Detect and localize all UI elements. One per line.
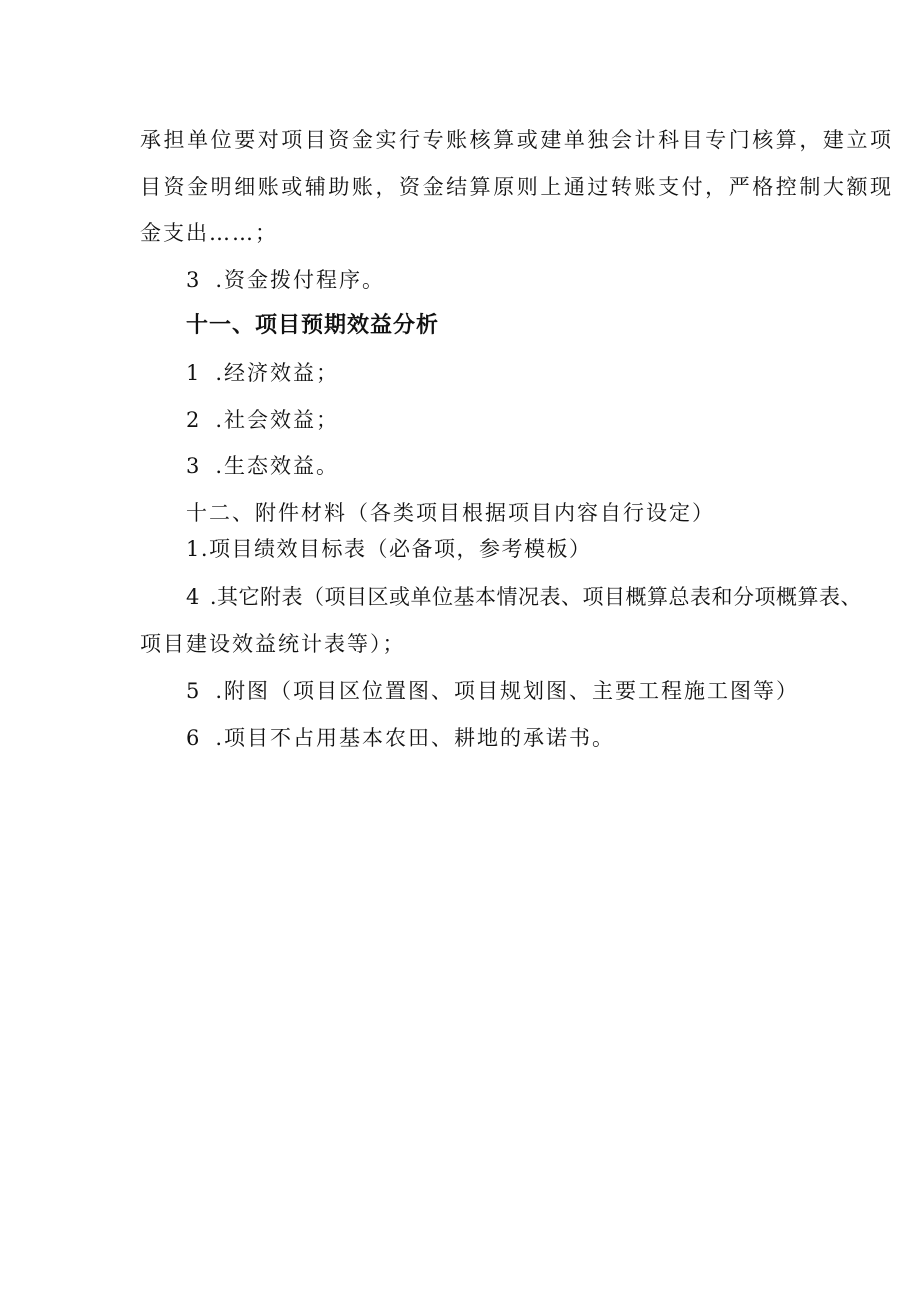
item-text: .生态效益。: [215, 454, 340, 478]
benefit-item-social: [186, 408, 339, 432]
item-number: 4: [186, 585, 200, 609]
item-text: .经济效益；: [215, 361, 340, 385]
item-text: .附图（项目区位置图、项目规划图、主要工程施工图等）: [215, 679, 800, 703]
attachment-item-4-line-2: 项目建设效益统计表等）；: [140, 632, 406, 656]
attachment-item-1: 1.项目绩效目标表（必备项，参考模板）: [186, 537, 592, 561]
item-number: 3: [186, 454, 202, 478]
section-11-title: 十一、项目预期效益分析: [186, 313, 440, 338]
item-number: 6: [186, 726, 202, 750]
item-number: 2: [186, 408, 202, 432]
paragraph-line-1: 承担单位要对项目资金实行专账核算或建单独会计科目专门核算，建立项: [140, 128, 892, 152]
benefit-item-economic: [186, 361, 339, 385]
item-number: 5: [186, 679, 202, 703]
attachment-item-5: [186, 679, 799, 703]
item-text: .资金拨付程序。: [215, 268, 386, 292]
item-text: .其它附表（项目区或单位基本情况表、项目概算总表和分项概算表、: [209, 585, 863, 609]
item-number: 1: [186, 361, 202, 385]
section-12-title: 十二、附件材料（各类项目根据项目内容自行设定）: [186, 501, 715, 525]
attachment-item-4-line-1: [186, 585, 862, 609]
item-text: .社会效益；: [215, 408, 340, 432]
paragraph-line-2: 目资金明细账或辅助账，资金结算原则上通过转账支付，严格控制大额现: [140, 175, 892, 199]
paragraph-line-3: 金支出……；: [140, 221, 278, 245]
item-text: .项目不占用基本农田、耕地的承诺书。: [215, 726, 616, 750]
fund-allocation-item: [186, 268, 385, 292]
attachment-item-6: [186, 726, 615, 750]
benefit-item-ecological: [186, 454, 339, 478]
item-number: 3: [186, 268, 202, 292]
